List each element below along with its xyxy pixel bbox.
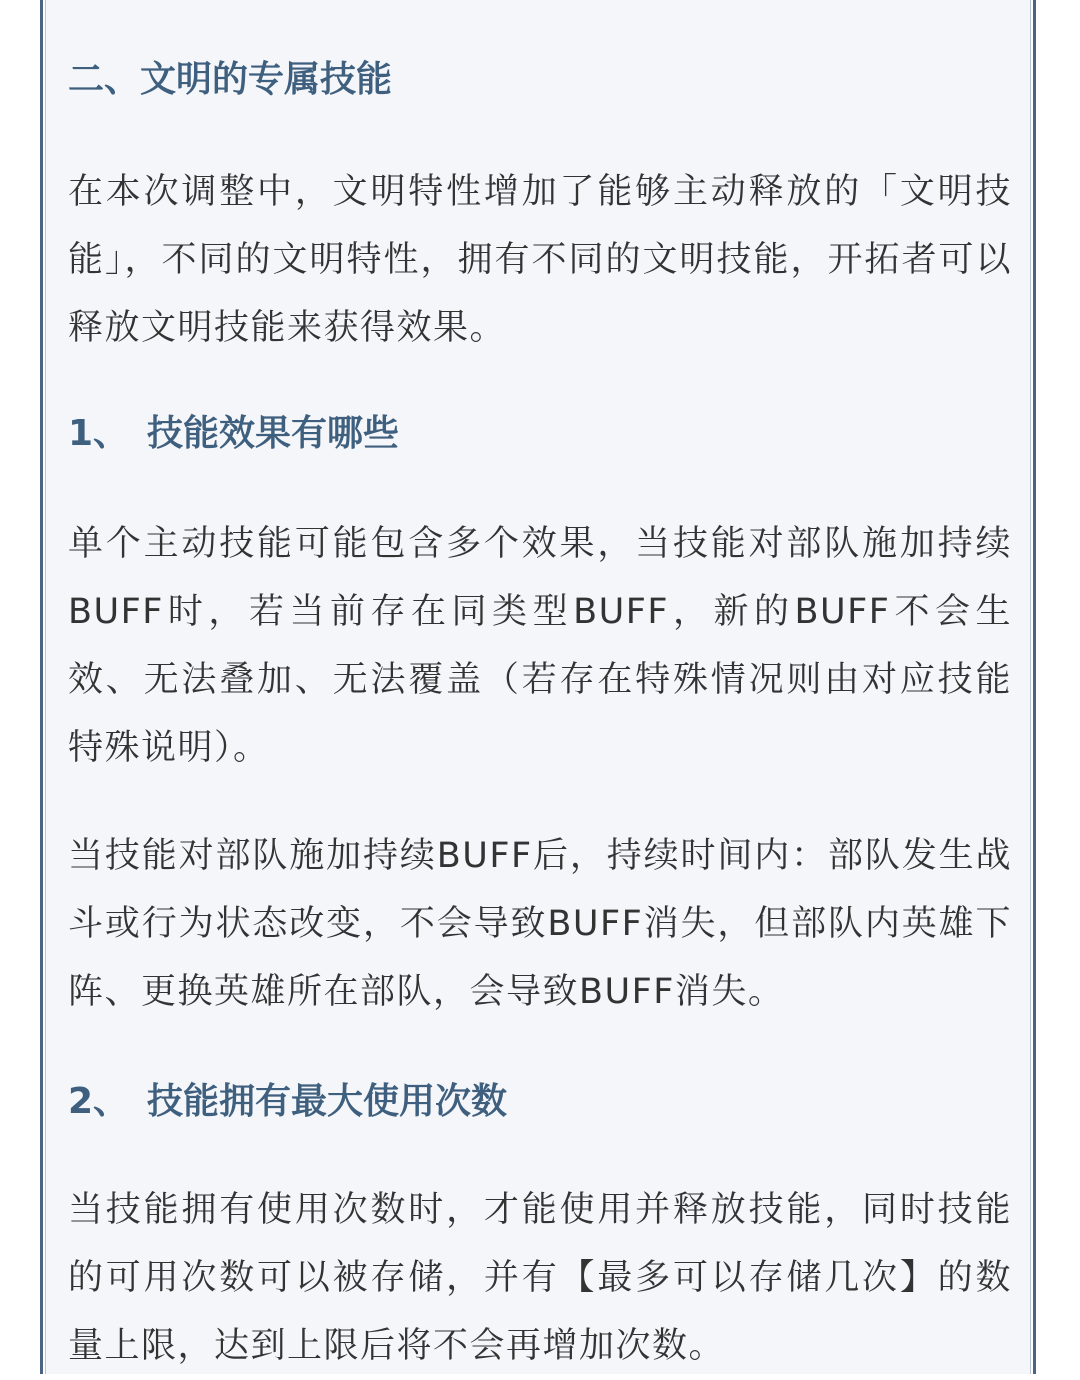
subsection-1-title: 1、 技能效果有哪些 <box>68 413 400 454</box>
subsection-1-paragraph-1: 单个主动技能可能包含多个效果，当技能对部队施加持续BUFF时，若当前存在同类型BUFF，新的BUFF不会生效、无法叠加、无法覆盖（若存在特殊情况则由对应技能特殊说明）。 <box>68 524 1012 768</box>
subsection-2-title: 2、 技能拥有最大使用次数 <box>68 1081 508 1122</box>
intro-paragraph: 在本次调整中，文明特性增加了能够主动释放的「文明技能」，不同的文明特性，拥有不同的文明技能，开拓者可以释放文明技能来获得效果。 <box>68 172 1012 348</box>
subsection-1-paragraph-2: 当技能对部队施加持续BUFF后，持续时间内：部队发生战斗或行为状态改变，不会导致BUFF消失，但部队内英雄下阵、更换英雄所在部队，会导致BUFF消失。 <box>68 836 1012 1012</box>
section-title: 二、文明的专属技能 <box>68 59 393 100</box>
subsection-2-paragraph-1: 当技能拥有使用次数时，才能使用并释放技能，同时技能的可用次数可以被存储，并有【最多可以存储几次】的数量上限，达到上限后将不会再增加次数。 <box>68 1190 1012 1366</box>
